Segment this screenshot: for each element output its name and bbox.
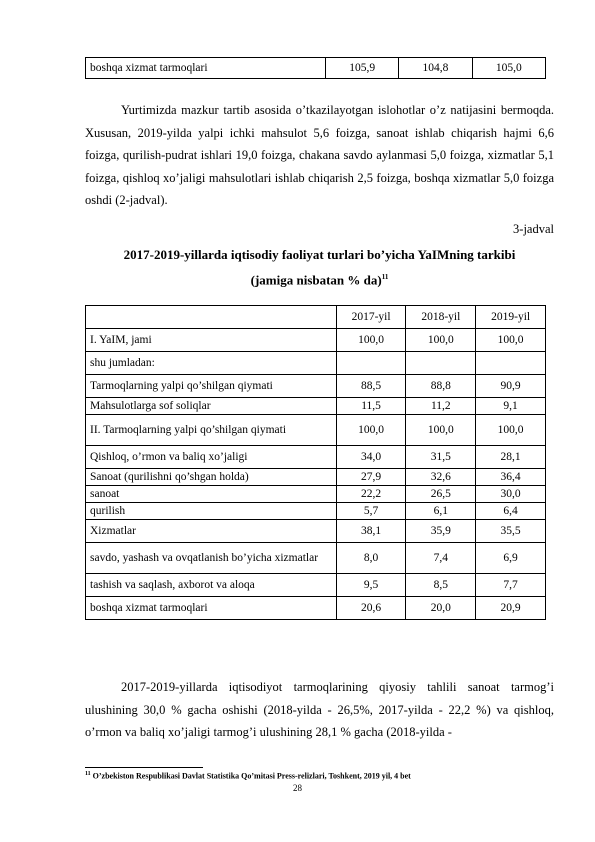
- row-label: Tarmoqlarning yalpi qo’shilgan qiymati: [86, 375, 337, 398]
- cell-value: 105,0: [472, 58, 545, 79]
- footnote: [85, 771, 411, 781]
- cell-value: 5,7: [336, 503, 406, 520]
- cell-value: 35,9: [406, 520, 476, 543]
- cell-value: 20,9: [476, 597, 546, 620]
- cell-value: 8,0: [336, 543, 406, 574]
- table-row: [86, 415, 546, 446]
- header-cell: 2017-yil: [336, 306, 406, 329]
- row-label: Xizmatlar: [86, 520, 337, 543]
- cell-value: [336, 352, 406, 375]
- cell-value: 100,0: [476, 415, 546, 446]
- cell-value: 100,0: [476, 329, 546, 352]
- cell-value: 100,0: [406, 415, 476, 446]
- cell-value: 104,8: [399, 58, 472, 79]
- table-row: [86, 597, 546, 620]
- cell-value: 27,9: [336, 469, 406, 486]
- row-label: boshqa xizmat tarmoqlari: [86, 597, 337, 620]
- cell-value: 88,8: [406, 375, 476, 398]
- cell-value: 88,5: [336, 375, 406, 398]
- cell-value: 6,1: [406, 503, 476, 520]
- cell-value: 20,0: [406, 597, 476, 620]
- cell-value: 11,5: [336, 398, 406, 415]
- table-row: [86, 469, 546, 486]
- cell-value: 100,0: [336, 329, 406, 352]
- row-label: II. Tarmoqlarning yalpi qo’shilgan qiymati: [86, 415, 337, 446]
- cell-value: 36,4: [476, 469, 546, 486]
- cell-value: 32,6: [406, 469, 476, 486]
- row-label: Qishloq, o’rmon va baliq xo’jaligi: [86, 446, 337, 469]
- body-paragraph: 2017-2019-yillarda iqtisodiyot tarmoqlarining qiyosiy tahlili sanoat tarmog’i ulushining 30,0 % gacha oshishi (2018-yilda - 26,5%, 2017-yilda - 22,2 %) va qishloq, o’rmon va baliq xo’jaligi tarmog’i ulushining 28,1 % gacha (2018-yilda -: [85, 680, 554, 739]
- table-row: [86, 520, 546, 543]
- cell-value: 90,9: [476, 375, 546, 398]
- table-row: [86, 398, 546, 415]
- row-label: Mahsulotlarga sof soliqlar: [86, 398, 337, 415]
- row-label: Sanoat (qurilishni qo’shgan holda): [86, 469, 337, 486]
- cell-value: 34,0: [336, 446, 406, 469]
- cell-value: 9,1: [476, 398, 546, 415]
- footnote-number: 11: [85, 771, 91, 777]
- cell-value: 9,5: [336, 574, 406, 597]
- cell-value: [476, 352, 546, 375]
- header-cell: 2019-yil: [476, 306, 546, 329]
- table-row: [86, 486, 546, 503]
- cell-value: 6,9: [476, 543, 546, 574]
- body-paragraph: Yurtimizda mazkur tartib asosida o’tkazilayotgan islohotlar o’z natijasini bermoqda. Xususan, 2019-yilda yalpi ichki mahsulot 5,6 foizga, sanoat ishlab chiqarish hajmi 6,6 foizga, qurilish-pudrat ishlari 19,0 foizga, chakana savdo aylanmasi 5,0 foizga, xizmatlar 5,1 foizga, qishloq xo’jaligi mahsulotlari ishlab chiqarish 2,5 foizga, boshqa xizmatlar 5,0 foizga oshdi (2-jadval).: [85, 103, 554, 207]
- table-row: [86, 503, 546, 520]
- previous-table-continuation: [85, 57, 546, 79]
- header-cell: 2018-yil: [406, 306, 476, 329]
- cell-value: 26,5: [406, 486, 476, 503]
- cell-value: 35,5: [476, 520, 546, 543]
- cell-value: 30,0: [476, 486, 546, 503]
- table-title-line1: 2017-2019-yillarda iqtisodiy faoliyat turlari bo’yicha YaIMning tarkibi: [123, 247, 516, 262]
- cell-value: 31,5: [406, 446, 476, 469]
- cell-value: 105,9: [326, 58, 399, 79]
- cell-value: 22,2: [336, 486, 406, 503]
- table-row: [86, 58, 546, 79]
- row-label: shu jumladan:: [86, 352, 337, 375]
- cell-value: 20,6: [336, 597, 406, 620]
- table-row: [86, 329, 546, 352]
- cell-value: 6,4: [476, 503, 546, 520]
- table-number: 3-jadval: [513, 222, 554, 236]
- table-row: [86, 446, 546, 469]
- row-label: tashish va saqlash, axborot va aloqa: [86, 574, 337, 597]
- table-header-row: [86, 306, 546, 329]
- cell-value: [406, 352, 476, 375]
- table-row: [86, 375, 546, 398]
- cell-value: 7,7: [476, 574, 546, 597]
- cell-value: 28,1: [476, 446, 546, 469]
- row-label: qurilish: [86, 503, 337, 520]
- table-title-line2: [85, 266, 554, 291]
- footnote-marker: 11: [381, 273, 389, 281]
- table-row: [86, 574, 546, 597]
- row-label: I. YaIM, jami: [86, 329, 337, 352]
- cell-value: 8,5: [406, 574, 476, 597]
- cell-value: 100,0: [336, 415, 406, 446]
- row-label: sanoat: [86, 486, 337, 503]
- footnote-text: O’zbekiston Respublikasi Davlat Statistika Qo’mitasi Press-relizlari, Toshkent, 2019 yil, 4 bet: [92, 771, 411, 781]
- cell-value: 100,0: [406, 329, 476, 352]
- row-label: savdo, yashash va ovqatlanish bo’yicha xizmatlar: [86, 543, 337, 574]
- page-number: 28: [293, 783, 302, 793]
- cell-value: 11,2: [406, 398, 476, 415]
- cell-value: 7,4: [406, 543, 476, 574]
- footnote-divider: [85, 767, 203, 768]
- gdp-structure-table: [85, 305, 546, 620]
- table-row: [86, 352, 546, 375]
- cell-value: 38,1: [336, 520, 406, 543]
- header-cell: [86, 306, 337, 329]
- row-label: boshqa xizmat tarmoqlari: [86, 58, 326, 79]
- table-title: [85, 243, 554, 291]
- table-title-unit: (jamiga nisbatan % da): [250, 272, 382, 288]
- table-row: [86, 543, 546, 574]
